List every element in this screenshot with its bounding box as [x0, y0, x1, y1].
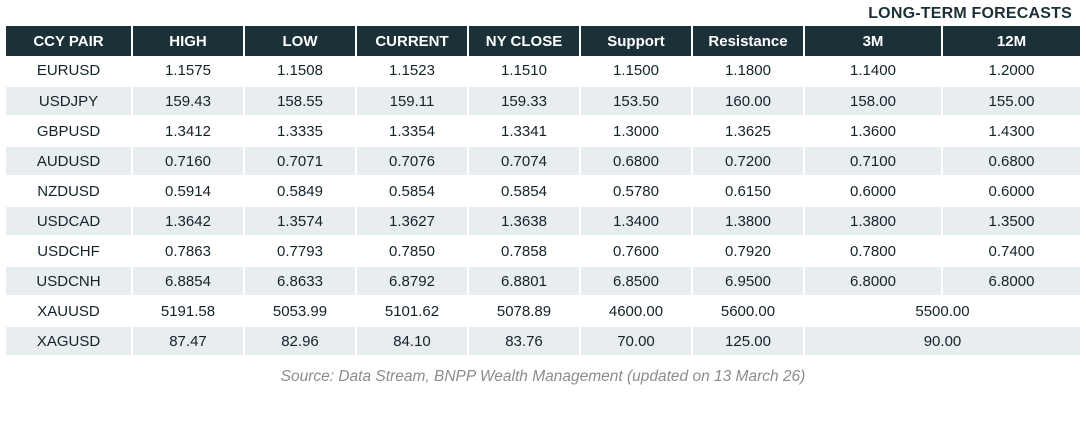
- source-note: Source: Data Stream, BNPP Wealth Management (updated on 13 March 26): [280, 368, 806, 385]
- cell-ccy-pair: EURUSD: [6, 56, 132, 86]
- cell-high: 0.7160: [132, 146, 244, 176]
- table-body: [6, 56, 1080, 356]
- cell-forecast-combined: 90.00: [804, 326, 1080, 356]
- cell-3m: 1.3800: [804, 206, 942, 236]
- cell-high: 1.1575: [132, 56, 244, 86]
- cell-resistance: 5600.00: [692, 296, 804, 326]
- cell-12m: 6.8000: [942, 266, 1080, 296]
- column-header-resistance: Resistance: [692, 26, 804, 56]
- cell-high: 6.8854: [132, 266, 244, 296]
- cell-support: 1.3400: [580, 206, 692, 236]
- cell-3m: 0.7100: [804, 146, 942, 176]
- cell-high: 159.43: [132, 86, 244, 116]
- cell-support: 4600.00: [580, 296, 692, 326]
- cell-resistance: 0.6150: [692, 176, 804, 206]
- cell-support: 1.3000: [580, 116, 692, 146]
- cell-resistance: 1.1800: [692, 56, 804, 86]
- cell-support: 1.1500: [580, 56, 692, 86]
- column-header-current: CURRENT: [356, 26, 468, 56]
- cell-current: 6.8792: [356, 266, 468, 296]
- cell-ny-close: 0.7858: [468, 236, 580, 266]
- cell-current: 1.3627: [356, 206, 468, 236]
- cell-low: 0.5849: [244, 176, 356, 206]
- cell-high: 0.7863: [132, 236, 244, 266]
- table-row: [6, 326, 1080, 356]
- cell-ny-close: 6.8801: [468, 266, 580, 296]
- cell-forecast-combined: 5500.00: [804, 296, 1080, 326]
- column-header-support: Support: [580, 26, 692, 56]
- fx-rates-table: [6, 26, 1080, 357]
- cell-current: 0.7850: [356, 236, 468, 266]
- cell-current: 1.1523: [356, 56, 468, 86]
- cell-support: 6.8500: [580, 266, 692, 296]
- cell-support: 153.50: [580, 86, 692, 116]
- cell-ny-close: 1.3341: [468, 116, 580, 146]
- cell-current: 0.7076: [356, 146, 468, 176]
- column-header-ccy-pair: CCY PAIR: [6, 26, 132, 56]
- cell-current: 1.3354: [356, 116, 468, 146]
- cell-ccy-pair: GBPUSD: [6, 116, 132, 146]
- cell-low: 1.1508: [244, 56, 356, 86]
- cell-low: 1.3335: [244, 116, 356, 146]
- table-header-row: [6, 26, 1080, 56]
- cell-12m: 1.3500: [942, 206, 1080, 236]
- cell-3m: 158.00: [804, 86, 942, 116]
- table-row: [6, 206, 1080, 236]
- cell-ccy-pair: USDJPY: [6, 86, 132, 116]
- cell-3m: 1.1400: [804, 56, 942, 86]
- cell-3m: 1.3600: [804, 116, 942, 146]
- column-header-12m: 12M: [942, 26, 1080, 56]
- cell-ccy-pair: XAUUSD: [6, 296, 132, 326]
- cell-low: 6.8633: [244, 266, 356, 296]
- cell-resistance: 0.7920: [692, 236, 804, 266]
- cell-high: 0.5914: [132, 176, 244, 206]
- cell-ny-close: 1.1510: [468, 56, 580, 86]
- cell-support: 70.00: [580, 326, 692, 356]
- cell-high: 1.3642: [132, 206, 244, 236]
- cell-ny-close: 1.3638: [468, 206, 580, 236]
- cell-ccy-pair: USDCNH: [6, 266, 132, 296]
- cell-ny-close: 0.7074: [468, 146, 580, 176]
- table-row: [6, 296, 1080, 326]
- cell-12m: 1.4300: [942, 116, 1080, 146]
- table-row: [6, 176, 1080, 206]
- cell-current: 5101.62: [356, 296, 468, 326]
- table-row: [6, 86, 1080, 116]
- long-term-forecasts-header: LONG-TERM FORECASTS: [868, 5, 1072, 22]
- cell-support: 0.7600: [580, 236, 692, 266]
- cell-high: 5191.58: [132, 296, 244, 326]
- cell-high: 87.47: [132, 326, 244, 356]
- cell-12m: 1.2000: [942, 56, 1080, 86]
- cell-12m: 0.7400: [942, 236, 1080, 266]
- column-header-ny-close: NY CLOSE: [468, 26, 580, 56]
- table-row: [6, 116, 1080, 146]
- cell-ny-close: 0.5854: [468, 176, 580, 206]
- cell-3m: 0.7800: [804, 236, 942, 266]
- cell-current: 159.11: [356, 86, 468, 116]
- cell-ccy-pair: AUDUSD: [6, 146, 132, 176]
- table-row: [6, 146, 1080, 176]
- cell-support: 0.5780: [580, 176, 692, 206]
- cell-12m: 0.6000: [942, 176, 1080, 206]
- cell-ccy-pair: USDCAD: [6, 206, 132, 236]
- cell-low: 0.7793: [244, 236, 356, 266]
- cell-low: 0.7071: [244, 146, 356, 176]
- cell-ccy-pair: NZDUSD: [6, 176, 132, 206]
- cell-3m: 0.6000: [804, 176, 942, 206]
- cell-3m: 6.8000: [804, 266, 942, 296]
- cell-high: 1.3412: [132, 116, 244, 146]
- table-row: [6, 266, 1080, 296]
- column-header-high: HIGH: [132, 26, 244, 56]
- cell-resistance: 125.00: [692, 326, 804, 356]
- column-header-3m: 3M: [804, 26, 942, 56]
- cell-resistance: 1.3625: [692, 116, 804, 146]
- cell-resistance: 6.9500: [692, 266, 804, 296]
- cell-support: 0.6800: [580, 146, 692, 176]
- table-row: [6, 56, 1080, 86]
- cell-ny-close: 159.33: [468, 86, 580, 116]
- cell-low: 1.3574: [244, 206, 356, 236]
- table-row: [6, 236, 1080, 266]
- cell-resistance: 160.00: [692, 86, 804, 116]
- cell-ny-close: 5078.89: [468, 296, 580, 326]
- cell-ccy-pair: USDCHF: [6, 236, 132, 266]
- cell-low: 82.96: [244, 326, 356, 356]
- cell-resistance: 1.3800: [692, 206, 804, 236]
- cell-12m: 0.6800: [942, 146, 1080, 176]
- cell-12m: 155.00: [942, 86, 1080, 116]
- cell-low: 5053.99: [244, 296, 356, 326]
- cell-ccy-pair: XAGUSD: [6, 326, 132, 356]
- cell-low: 158.55: [244, 86, 356, 116]
- cell-resistance: 0.7200: [692, 146, 804, 176]
- cell-ny-close: 83.76: [468, 326, 580, 356]
- column-header-low: LOW: [244, 26, 356, 56]
- cell-current: 84.10: [356, 326, 468, 356]
- cell-current: 0.5854: [356, 176, 468, 206]
